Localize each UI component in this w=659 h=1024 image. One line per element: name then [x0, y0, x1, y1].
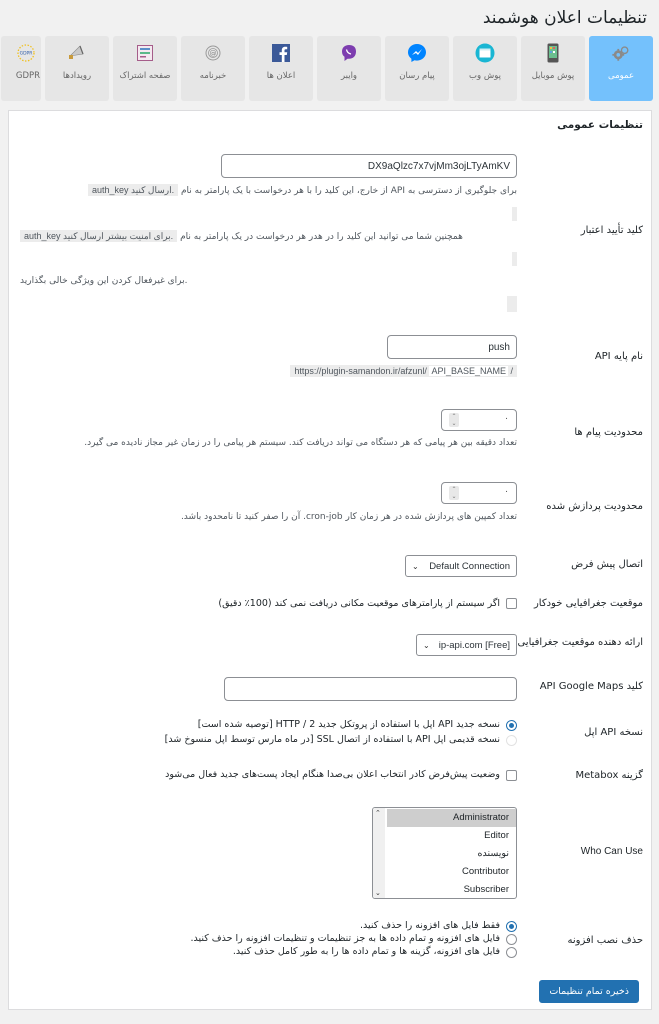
auth-key-code-2: .برای امنیت بیشتر ارسال کنید auth_key	[20, 230, 177, 242]
tab-web-push[interactable]	[453, 36, 517, 101]
chevron-down-icon: ⌄	[423, 640, 430, 650]
tab-label: پوش موبایل	[531, 71, 575, 81]
tab-gdpr[interactable]	[1, 36, 41, 101]
apple-api-option-old: نسخه قدیمی اپل API با استفاده از اتصال SSL [در ماه مارس توسط اپل منسوخ شد]	[164, 734, 500, 745]
tab-mobile-push[interactable]	[521, 36, 585, 101]
who-can-use-listbox[interactable]	[372, 807, 517, 899]
tab-notifications[interactable]	[249, 36, 313, 101]
auth-key-desc-2-text: همچنین شما می توانید این کلید را در هدر هر درخواست در یک پارامتر به نام	[180, 232, 463, 242]
tab-subscription-page[interactable]	[113, 36, 177, 101]
role-option-author[interactable]: نویسنده	[477, 848, 509, 859]
apple-api-radio-new[interactable]	[506, 720, 517, 731]
tab-label: صفحه اشتراک	[119, 71, 171, 81]
role-option-administrator[interactable]: Administrator	[387, 809, 516, 827]
gears-icon	[611, 43, 631, 63]
megaphone-icon	[67, 43, 87, 63]
metabox-text: وضعیت پیش‌فرض کادر انتخاب اعلان بی‌صدا هنگام ایجاد پست‌های جدید فعال می‌شود	[165, 769, 500, 780]
role-option-subscriber[interactable]: Subscriber	[463, 884, 509, 895]
code-block-bar	[512, 252, 517, 266]
uninstall-radio-all[interactable]	[506, 947, 517, 958]
settings-tabs	[0, 36, 653, 102]
process-limit-desc: تعداد کمپین های پردازش شده در هر زمان کار cron-job. آن را صفر کنید تا نامحدود باشد.	[180, 512, 517, 522]
role-option-contributor[interactable]: Contributor	[462, 866, 509, 877]
svg-text:@: @	[209, 49, 217, 58]
tab-label: خبرنامه	[199, 71, 227, 81]
tab-label: GDPR	[15, 71, 41, 81]
section-title: تنظیمات عمومی	[557, 119, 643, 131]
tab-label: رویدادها	[62, 71, 92, 81]
tab-label: پوش وب	[469, 71, 501, 81]
metabox-label: گزینه Metabox	[575, 770, 643, 781]
metabox-checkbox[interactable]	[506, 770, 517, 781]
apple-api-label: نسخه API اپل	[584, 727, 643, 738]
tab-label: وایبر	[340, 71, 358, 81]
uninstall-radio-files-only[interactable]	[506, 921, 517, 932]
apple-api-option-new: نسخه جدید API اپل با استفاده از پروتکل جدید HTTP / 2 [توصیه شده است]	[197, 719, 500, 730]
google-maps-label: کلید API Google Maps	[539, 681, 643, 692]
message-limit-value: ۰	[504, 414, 509, 424]
auth-key-desc-3: .برای غیرفعال کردن این ویژگی خالی بگذارید	[20, 276, 188, 286]
default-connection-label: اتصال پیش فرض	[571, 559, 643, 570]
browser-window-icon	[475, 43, 495, 63]
mobile-phone-icon	[543, 43, 563, 63]
auth-key-desc-1	[88, 185, 517, 196]
save-all-settings-button[interactable]: ذخیره تمام تنظیمات	[539, 980, 639, 1003]
scroll-up-icon[interactable]: ⌃	[375, 809, 381, 817]
default-connection-value: Default Connection	[429, 560, 510, 572]
uninstall-radio-files-data[interactable]	[506, 934, 517, 945]
process-limit-value: ۰	[504, 487, 509, 497]
tab-messenger[interactable]	[385, 36, 449, 101]
viber-icon	[339, 43, 359, 63]
api-base-input[interactable]: push	[387, 335, 517, 359]
general-settings-panel	[8, 110, 652, 1010]
tab-general[interactable]	[589, 36, 653, 101]
tab-viber[interactable]	[317, 36, 381, 101]
auth-key-input[interactable]: DX9aQlzc7x7vjMm3ojLTyAmKV	[221, 154, 517, 178]
tab-label: عمومی	[608, 71, 635, 81]
api-url-slash: /	[510, 366, 513, 376]
google-maps-input[interactable]	[224, 677, 517, 701]
chevron-down-icon: ⌄	[412, 561, 419, 571]
geo-provider-value: ip-api.com [Free]	[438, 639, 510, 651]
spinner-icon[interactable]: ⌃ ⌄	[449, 486, 459, 500]
auto-geo-label: موقعیت جغرافیایی خودکار	[533, 598, 643, 609]
auth-key-code-1: .ارسال کنید auth_key	[88, 184, 178, 196]
process-limit-input[interactable]	[441, 482, 517, 504]
tab-events[interactable]	[45, 36, 109, 101]
at-sign-icon	[203, 43, 223, 63]
auto-geo-checkbox[interactable]	[506, 598, 517, 609]
messenger-icon	[407, 43, 427, 63]
auth-key-desc-1-text: برای جلوگیری از دسترسی به API از خارج، این کلید را با هر درخواست با یک پارامتر به نام	[180, 186, 517, 196]
role-option-editor[interactable]: Editor	[484, 830, 509, 841]
gdpr-stars-icon	[16, 43, 36, 63]
uninstall-option-files-data: فایل های افزونه و تمام داده ها به جز تنظیمات و تنظیمات افزونه را حذف کنید.	[190, 933, 500, 944]
default-connection-select[interactable]	[405, 555, 517, 577]
auto-geo-text: اگر سیستم از پارامترهای موقعیت مکانی دریافت نمی کند (100٪ دقیق)	[218, 598, 500, 609]
geo-provider-label: ارائه دهنده موقعیت جغرافیایی	[517, 637, 643, 648]
tab-label: اعلان ها	[266, 71, 296, 81]
message-limit-label: محدودیت پیام ها	[574, 427, 643, 438]
api-url-name: API_BASE_NAME	[431, 366, 506, 376]
who-can-use-label: Who Can Use	[580, 846, 643, 857]
tab-label: پیام رسان	[399, 71, 435, 81]
api-url-base: https://plugin-samandon.ir/afzunl/	[294, 366, 427, 376]
svg-text:GDPR: GDPR	[19, 51, 33, 57]
process-limit-label: محدودیت پردازش شده	[546, 501, 643, 512]
apple-api-radio-old[interactable]	[506, 735, 517, 746]
api-url-preview	[290, 365, 517, 377]
message-limit-desc: تعداد دقیقه بین هر پیامی که هر دستگاه می تواند دریافت کند. سیستم هر پیامی را در زمان غیر مجاز نادیده می گیرد.	[84, 438, 517, 448]
spinner-icon[interactable]: ⌃ ⌄	[449, 413, 459, 427]
uninstall-option-all: فایل های افزونه، گزینه ها و تمام داده ها را به طور کامل حذف کنید.	[232, 946, 500, 957]
form-page-icon	[135, 43, 155, 63]
uninstall-option-files-only: فقط فایل های افزونه را حذف کنید.	[359, 920, 500, 931]
code-block-bar	[512, 207, 517, 221]
message-limit-input[interactable]	[441, 409, 517, 431]
auth-key-desc-2	[20, 231, 463, 242]
listbox-scrollbar[interactable]	[373, 808, 385, 898]
facebook-icon	[271, 43, 291, 63]
tab-newsletter[interactable]	[181, 36, 245, 101]
geo-provider-select[interactable]	[416, 634, 517, 656]
code-block-bar	[507, 296, 517, 312]
auth-key-label: کلید تأیید اعتبار	[580, 225, 643, 236]
scroll-down-icon[interactable]: ⌄	[375, 889, 381, 897]
api-base-label: نام پایه API	[594, 351, 643, 362]
uninstall-label: حذف نصب افزونه	[567, 935, 643, 946]
page-title: تنظیمات اعلان هوشمند	[482, 8, 647, 28]
